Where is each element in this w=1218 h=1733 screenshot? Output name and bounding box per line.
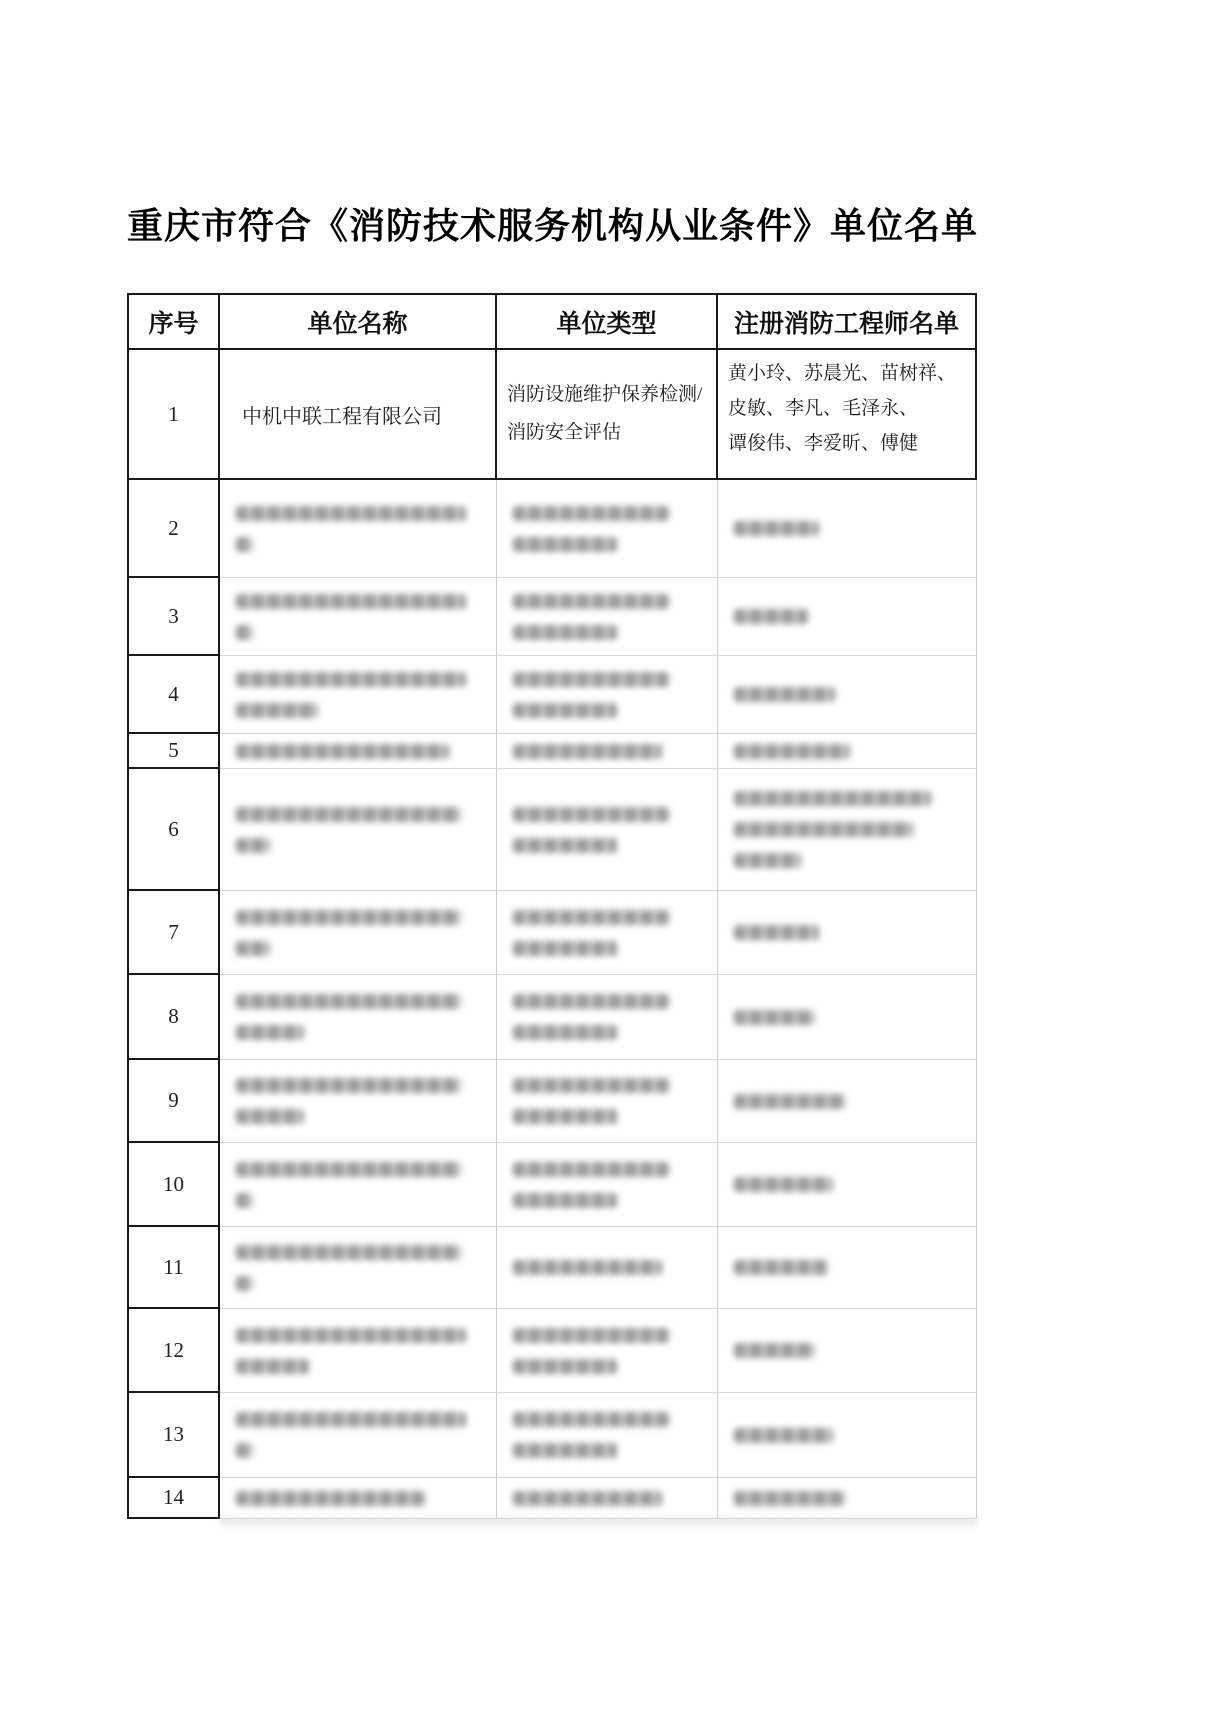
blurred-company-cell <box>220 578 497 656</box>
redacted-text-blob <box>734 791 931 806</box>
blurred-engineers-cell <box>718 734 977 769</box>
page-title: 重庆市符合《消防技术服务机构从业条件》单位名单 <box>127 205 979 246</box>
redacted-text-blob <box>734 853 801 868</box>
redacted-text-blob <box>236 744 449 759</box>
redacted-text-blob <box>734 521 819 536</box>
table-row-3-redacted <box>127 578 977 656</box>
header-cell-index: 序号 <box>127 293 220 350</box>
redacted-text-blob <box>513 994 669 1009</box>
redacted-text-blob <box>236 1276 253 1291</box>
table-row-8-redacted <box>127 975 977 1060</box>
redacted-text-blob <box>513 941 617 956</box>
redacted-text-blob <box>236 537 253 552</box>
redacted-text-blob <box>513 1078 669 1093</box>
header-cell-engineers: 注册消防工程师名单 <box>718 293 977 350</box>
row-index: 1 <box>127 350 220 480</box>
blurred-type-cell <box>497 891 718 975</box>
engineer-names <box>718 350 977 480</box>
blurred-type-cell <box>497 1143 718 1227</box>
table-row-10-redacted <box>127 1143 977 1227</box>
blurred-type-cell <box>497 656 718 734</box>
blurred-engineers-cell <box>718 891 977 975</box>
blurred-type-cell <box>497 1060 718 1143</box>
blurred-type-cell <box>497 578 718 656</box>
redacted-text-blob <box>513 744 662 759</box>
redacted-text-blob <box>734 1343 815 1358</box>
blurred-type-cell <box>497 769 718 891</box>
redacted-text-blob <box>513 1359 617 1374</box>
blurred-company-cell <box>220 734 497 769</box>
redacted-text-blob <box>734 1428 833 1443</box>
company-name: 中机中联工程有限公司 <box>220 350 497 480</box>
redacted-text-blob <box>513 703 617 718</box>
redacted-text-blob <box>236 1328 466 1343</box>
redacted-text-blob <box>236 941 270 956</box>
redacted-text-blob <box>236 1078 461 1093</box>
blurred-type-cell <box>497 975 718 1060</box>
blur-bottom-smear <box>220 1519 977 1526</box>
redacted-text-blob <box>513 1491 662 1506</box>
redacted-text-blob <box>236 703 318 718</box>
redacted-text-blob <box>236 838 270 853</box>
blurred-engineers-cell <box>718 769 977 891</box>
redacted-text-blob <box>513 1328 669 1343</box>
blurred-type-cell <box>497 1393 718 1478</box>
redacted-text-blob <box>236 1443 253 1458</box>
redacted-text-blob <box>513 1109 617 1124</box>
blurred-engineers-cell <box>718 1060 977 1143</box>
blurred-company-cell <box>220 1060 497 1143</box>
blurred-company-cell <box>220 1478 497 1519</box>
engineer-names-line: 皮敏、李凡、毛泽永、 <box>728 397 919 419</box>
redacted-text-blob <box>513 672 669 687</box>
row-index: 7 <box>127 891 220 975</box>
redacted-text-blob <box>734 609 808 624</box>
blurred-engineers-cell <box>718 1309 977 1393</box>
table-row-5-redacted <box>127 734 977 769</box>
units-table <box>127 293 977 1526</box>
blurred-engineers-cell <box>718 1478 977 1519</box>
row-index: 2 <box>127 480 220 578</box>
redacted-text-blob <box>236 672 466 687</box>
redacted-text-blob <box>513 625 617 640</box>
blurred-company-cell <box>220 769 497 891</box>
redacted-text-blob <box>734 925 819 940</box>
redacted-text-blob <box>734 1010 815 1025</box>
row-index: 8 <box>127 975 220 1060</box>
blurred-company-cell <box>220 480 497 578</box>
table-row-1 <box>127 350 977 480</box>
table-row-12-redacted <box>127 1309 977 1393</box>
row-index: 4 <box>127 656 220 734</box>
blurred-type-cell <box>497 480 718 578</box>
blurred-engineers-cell <box>718 1227 977 1309</box>
redacted-text-blob <box>513 506 669 521</box>
redacted-text-blob <box>513 1412 669 1427</box>
redacted-text-blob <box>734 1491 846 1506</box>
redacted-text-blob <box>513 838 617 853</box>
row-index: 10 <box>127 1143 220 1227</box>
table-row-6-redacted <box>127 769 977 891</box>
redacted-text-blob <box>513 807 669 822</box>
engineer-names-line: 谭俊伟、李爱昕、傅健 <box>728 432 919 454</box>
row-index: 6 <box>127 769 220 891</box>
table-row-13-redacted <box>127 1393 977 1478</box>
redacted-text-blob <box>236 1162 461 1177</box>
blurred-company-cell <box>220 1227 497 1309</box>
blurred-engineers-cell <box>718 1143 977 1227</box>
redacted-text-blob <box>513 537 617 552</box>
engineer-names-line: 黄小玲、苏晨光、苗树祥、 <box>728 363 957 384</box>
header-cell-company: 单位名称 <box>220 293 497 350</box>
blurred-type-cell <box>497 734 718 769</box>
blurred-rows-region <box>127 480 977 1526</box>
row-index: 12 <box>127 1309 220 1393</box>
redacted-text-blob <box>513 1162 669 1177</box>
row-index: 13 <box>127 1393 220 1478</box>
header-cell-type: 单位类型 <box>497 293 718 350</box>
blurred-company-cell <box>220 891 497 975</box>
redacted-text-blob <box>734 1094 846 1109</box>
row-index: 11 <box>127 1227 220 1309</box>
redacted-text-blob <box>513 1260 662 1275</box>
redacted-text-blob <box>734 1260 828 1275</box>
unit-type-line: 消防安全评估 <box>507 422 622 443</box>
redacted-text-blob <box>513 1443 617 1458</box>
blurred-company-cell <box>220 656 497 734</box>
redacted-text-blob <box>236 594 466 609</box>
blurred-engineers-cell <box>718 480 977 578</box>
row-index: 5 <box>127 734 220 769</box>
redacted-text-blob <box>236 1245 461 1260</box>
redacted-text-blob <box>513 1193 617 1208</box>
redacted-text-blob <box>236 625 253 640</box>
row-index: 14 <box>127 1478 220 1519</box>
redacted-text-blob <box>236 1025 304 1040</box>
blurred-engineers-cell <box>718 1393 977 1478</box>
redacted-text-blob <box>734 1177 833 1192</box>
blurred-company-cell <box>220 1393 497 1478</box>
redacted-text-blob <box>236 506 466 521</box>
redacted-text-blob <box>236 910 461 925</box>
blurred-type-cell <box>497 1309 718 1393</box>
redacted-text-blob <box>513 594 669 609</box>
redacted-text-blob <box>513 1025 617 1040</box>
redacted-text-blob <box>236 1193 253 1208</box>
redacted-text-blob <box>236 1412 466 1427</box>
table-row-11-redacted <box>127 1227 977 1309</box>
redacted-text-blob <box>236 1491 425 1506</box>
table-row-4-redacted <box>127 656 977 734</box>
redacted-text-blob <box>734 822 913 837</box>
table-row-9-redacted <box>127 1060 977 1143</box>
blurred-type-cell <box>497 1227 718 1309</box>
blurred-engineers-cell <box>718 656 977 734</box>
table-row-14-redacted <box>127 1478 977 1519</box>
unit-type <box>497 350 718 480</box>
row-index: 9 <box>127 1060 220 1143</box>
redacted-text-blob <box>513 910 669 925</box>
redacted-text-blob <box>734 744 850 759</box>
blurred-company-cell <box>220 1309 497 1393</box>
blurred-engineers-cell <box>718 578 977 656</box>
blurred-engineers-cell <box>718 975 977 1060</box>
redacted-text-blob <box>236 807 461 822</box>
redacted-text-blob <box>236 1109 304 1124</box>
blurred-type-cell <box>497 1478 718 1519</box>
table-header-row <box>127 293 977 350</box>
redacted-text-blob <box>236 1359 309 1374</box>
blurred-company-cell <box>220 975 497 1060</box>
redacted-text-blob <box>236 994 461 1009</box>
row-index: 3 <box>127 578 220 656</box>
table-row-7-redacted <box>127 891 977 975</box>
unit-type-line: 消防设施维护保养检测/ <box>507 384 703 406</box>
table-row-2-redacted <box>127 480 977 578</box>
redacted-text-blob <box>734 687 835 702</box>
blurred-company-cell <box>220 1143 497 1227</box>
